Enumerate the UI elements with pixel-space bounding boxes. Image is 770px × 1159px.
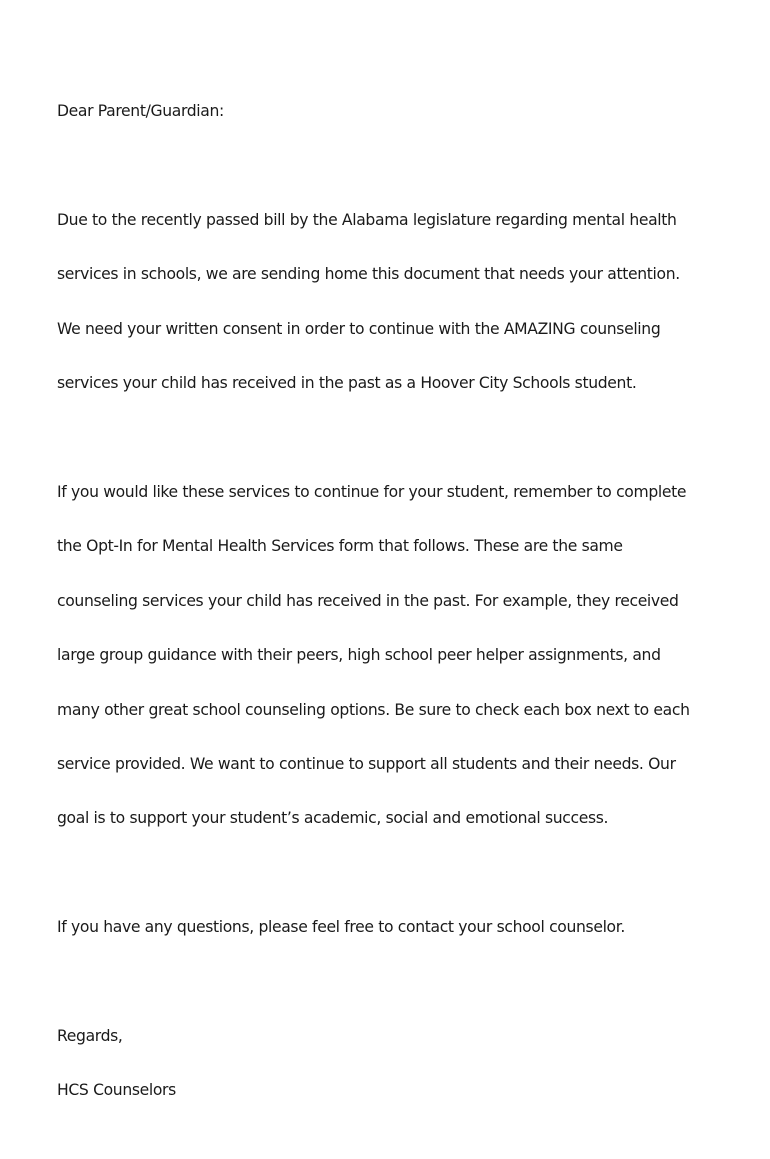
paragraph-1-line: Due to the recently passed bill by the Alabama legislature regarding mental health bbox=[57, 211, 677, 229]
paragraph-2-line: service provided. We want to continue to support all students and their needs. Our bbox=[57, 755, 676, 774]
paragraph-2-line: large group guidance with their peers, high school peer helper assignments, and bbox=[57, 646, 661, 665]
paragraph-2-line: If you would like these services to continue for your student, remember to complete bbox=[57, 483, 687, 502]
paragraph-2 bbox=[57, 452, 729, 860]
letter-body bbox=[57, 71, 729, 1159]
paragraph-3-text: If you have any questions, please feel free to contact your school counselor. bbox=[57, 918, 625, 937]
paragraph-1-line: services in schools, we are sending home this document that needs your attention. bbox=[57, 265, 680, 284]
paragraph-1-line: We need your written consent in order to continue with the AMAZING counseling bbox=[57, 319, 661, 338]
signature: HCS Counselors bbox=[57, 1081, 176, 1100]
paragraph-2-line: many other great school counseling options. Be sure to check each box next to each bbox=[57, 700, 690, 719]
paragraph-3 bbox=[57, 887, 729, 969]
paragraph-1 bbox=[57, 180, 729, 425]
paragraph-2-line: goal is to support your student’s academic, social and emotional success. bbox=[57, 809, 609, 828]
closing: Regards, bbox=[57, 1027, 123, 1046]
paragraph-2-line: counseling services your child has received in the past. For example, they received bbox=[57, 591, 679, 610]
paragraph-1-line: services your child has received in the past as a Hoover City Schools student. bbox=[57, 374, 637, 393]
salutation-text: Dear Parent/Guardian: bbox=[57, 102, 224, 121]
salutation bbox=[57, 71, 729, 153]
closing-block bbox=[57, 996, 729, 1132]
paragraph-2-line: the Opt-In for Mental Health Services form that follows. These are the same bbox=[57, 537, 623, 556]
